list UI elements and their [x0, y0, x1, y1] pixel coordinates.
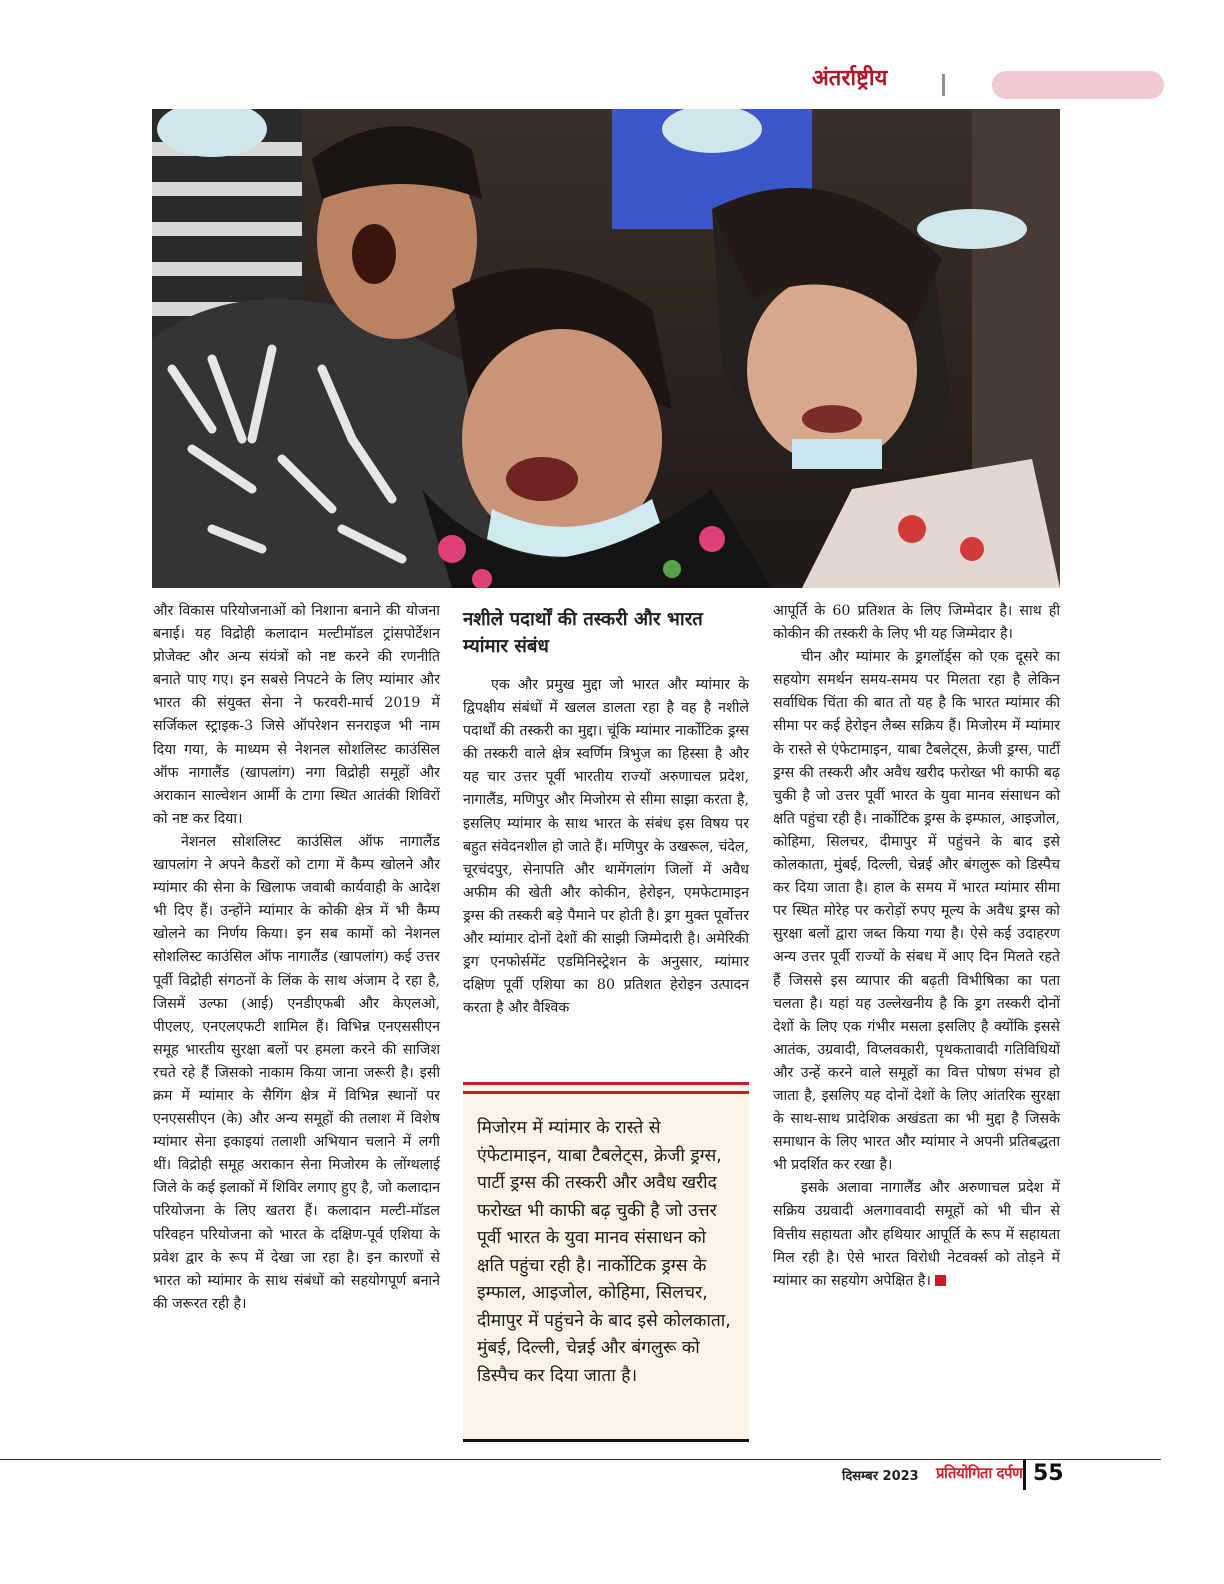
pull-quote-text: मिजोरम में म्यांमार के रास्ते से एंफेटामाइन, याबा टैबलेट्स, क्रेजी ड्रग्स, पार्टी ड्रग्स की तस्करी और अवैध खरीद फरोख्त भी काफी बढ़ चुकी है जो उत्तर पूर्वी भारत के युवा मानव संसाधन को क्षति पहुंचा रही है। नार्कोटिक ड्रग्स के इम्फाल, आइजोल, कोहिमा, सिलचर, दीमापुर में पहुंचने के बाद इसे कोलकाता, मुंबई, दिल्ली, चेन्नई और बंगलुरू को डिस्पैच कर दिया जाता है।	[477, 1118, 731, 1386]
footer-rule	[0, 1459, 1161, 1460]
paragraph: एक और प्रमुख मुद्दा जो भारत और म्यांमार के द्विपक्षीय संबंधों में खलल डालता रहा है वह है नशीले पदार्थों की तस्करी का मुद्दा। चूंकि म्यांमार नार्कोटिक ड्रग्स की तस्करी वाले क्षेत्र स्वर्णिम त्रिभुज का हिस्सा है और यह चार उत्तर पूर्वी भारतीय राज्यों अरुणाचल प्रदेश, नागालैंड, मणिपुर और मिजोरम से सीमा साझा करता है, इसलिए म्यांमार के साथ भारत के संबंध इस विषय पर बहुत संवेदनशील हो जाते हैं। मणिपुर के उखरूल, चंदेल, चूरचंदपुर, सेनापति और थामेंगलांग जिलों में अवैध अफीम की खेती और कोकीन, हेरोइन, एमफेटामाइन ड्रग्स की तस्करी बड़े पैमाने पर होती है। ड्रग मुक्त पूर्वोत्तर और म्यांमार दोनों देशों की साझी जिम्मेदारी है। अमेरिकी ड्रग एनफोर्समेंट एडमिनिस्ट्रेशन के अनुसार, म्यांमार दक्षिण पूर्वी एशिया का 80 प्रतिशत हेरोइन उत्पादन करता है और वैश्विक	[463, 677, 749, 1017]
article-column-2	[463, 600, 749, 1020]
grieving-crowd-photo	[152, 109, 1060, 588]
paragraph-last	[773, 1177, 1060, 1292]
paragraph-text: इसके अलावा नागालैंड और अरुणाचल प्रदेश में सक्रिय उग्रवादी अलगाववादी समूहों को भी चीन से वित्तीय सहायता और हथियार आपूर्ति के रूप में सहायता मिल रही है। ऐसे भारत विरोधी नेटवर्क्स को तोड़ने में म्यांमार का सहयोग अपेक्षित है।	[773, 1180, 1060, 1289]
footer-separator	[1023, 1459, 1026, 1490]
magazine-logo: प्रतियोगिता दर्पण	[936, 1464, 1023, 1482]
page-number: 55	[1033, 1461, 1064, 1486]
header-pill-decoration	[992, 71, 1164, 99]
article-column-3	[773, 600, 1060, 1293]
paragraph: आपूर्ति के 60 प्रतिशत के लिए जिम्मेदार है। साथ ही कोकीन की तस्करी के लिए भी यह जिम्मेदार है।	[773, 603, 1060, 643]
paragraph: और विकास परियोजनाओं को निशाना बनाने की योजना बनाई। यह विद्रोही कलादान मल्टीमॉडल ट्रांसपोर्टेशन प्रोजेक्ट और अन्य संयंत्रों को नष्ट करने की रणनीति बनाते पाए गए। इन सबसे निपटने के लिए म्यांमार और भारत की संयुक्त सेना ने फरवरी-मार्च 2019 में सर्जिकल स्ट्राइक-3 जिसे ऑपरेशन सनराइज भी नाम दिया गया, के माध्यम से नेशनल सोशलिस्ट काउंसिल ऑफ नागालैंड (खापलांग) नगा विद्रोही समूहों और अराकान साल्वेशन आर्मी के टागा स्थित आतंकी शिविरों को नष्ट कर दिया।	[153, 603, 440, 827]
article-column-1	[153, 600, 440, 1316]
end-mark-icon	[935, 1275, 946, 1286]
article-photo	[152, 109, 1060, 588]
footer-date: दिसम्बर 2023	[842, 1469, 919, 1484]
header-separator	[942, 74, 945, 96]
pull-quote-rule	[463, 1091, 749, 1094]
section-heading: नशीले पदार्थों की तस्करी और भारत म्यांमार संबंध	[463, 609, 703, 657]
paragraph: नेशनल सोशलिस्ट काउंसिल ऑफ नागालैंड खापलांग ने अपने कैडरों को टागा में कैम्प खोलने और म्यांमार की सेना के खिलाफ जवाबी कार्यवाही के आदेश भी दिए हैं। उन्होंने म्यांमार के कोकी क्षेत्र में भी कैम्प खोलने का निर्णय किया। इन सब कामों को नेशनल सोशलिस्ट काउंसिल ऑफ नागालैंड (खापलांग) कई उत्तर पूर्वी विद्रोही संगठनों के लिंक के साथ अंजाम दे रहा है, जिसमें उल्फा (आई) एनडीएफबी और केएलओ, पीएलए, एनएलएफटी शामिल हैं। विभिन्न एनएससीएन समूह भारतीय सुरक्षा बलों पर हमला करने की साजिश रचते रहे हैं जिसको नाकाम किया जाना जरूरी है। इसी क्रम में म्यांमार के सैगिंग क्षेत्र में विभिन्न स्थानों पर एनएससीएन (के) और अन्य समूहों की तलाश में विशेष म्यांमार सेना इकाइयां तलाशी अभियान चलाने में लगी थीं। विद्रोही समूह अराकान सेना मिजोरम के लोंग्थलाई जिले के कई इलाकों में शिविर लगाए हुए है, जो कलादान परियोजना के लिए खतरा हैं। कलादान मल्टी-मॉडल परिवहन परियोजना को भारत के दक्षिण-पूर्व एशिया के प्रवेश द्वार के रूप में देखा जा रहा है। इन कारणों से भारत को म्यांमार के साथ संबंधों को सहयोगपूर्ण बनाने की जरूरत रही है।	[153, 833, 440, 1312]
paragraph: चीन और म्यांमार के ड्रगलॉर्ड्स को एक दूसरे का सहयोग समर्थन समय-समय पर मिलता रहा है लेकिन सर्वाधिक चिंता की बात तो यह है कि भारत म्यांमार की सीमा पर कई हेरोइन लैब्स सक्रिय हैं। मिजोरम में म्यांमार के रास्ते से एंफेटामाइन, याबा टैबलेट्स, क्रेजी ड्रग्स, पार्टी ड्रग्स की तस्करी और अवैध खरीद फरोख्त भी काफी बढ़ चुकी है जो उत्तर पूर्वी भारत के युवा मानव संसाधन को क्षति पहुंचा रही है। नार्कोटिक ड्रग्स के इम्फाल, आइजोल, कोहिमा, सिलचर, दीमापुर में पहुंचने के बाद इसे कोलकाता, मुंबई, दिल्ली, चेन्नई और बंगलुरू को डिस्पैच कर दिया जाता है। हाल के समय में भारत म्यांमार सीमा पर स्थित मोरेह पर करोड़ों रुपए मूल्य के अवैध ड्रग्स को सुरक्षा बलों द्वारा जब्त किया गया है। ऐसे कई उदाहरण अन्य उत्तर पूर्वी राज्यों के संबध में आए दिन मिलते रहते हैं जिससे इस व्यापार की बढ़ती विभीषिका का पता चलता है। यहां यह उल्लेखनीय है कि ड्रग तस्करी दोनों देशों के लिए एक गंभीर मसला इसलिए है क्योंकि इससे आतंक, उग्रवादी, विप्लवकारी, पृथकतावादी गतिविधियों और उन्हें करने वाले समूहों का वित्त पोषण संभव हो जाता है, इसलिए यह दोनों देशों के लिए आंतरिक सुरक्षा के साथ-साथ प्रादेशिक अखंडता का भी मुद्दा है जिसके समाधान के लिए भारत और म्यांमार ने अपनी प्रतिबद्धता भी प्रदर्शित कर रखा है।	[773, 649, 1060, 1174]
section-title: अंतर्राष्ट्रीय	[812, 66, 888, 91]
pull-quote-box	[463, 1082, 749, 1442]
